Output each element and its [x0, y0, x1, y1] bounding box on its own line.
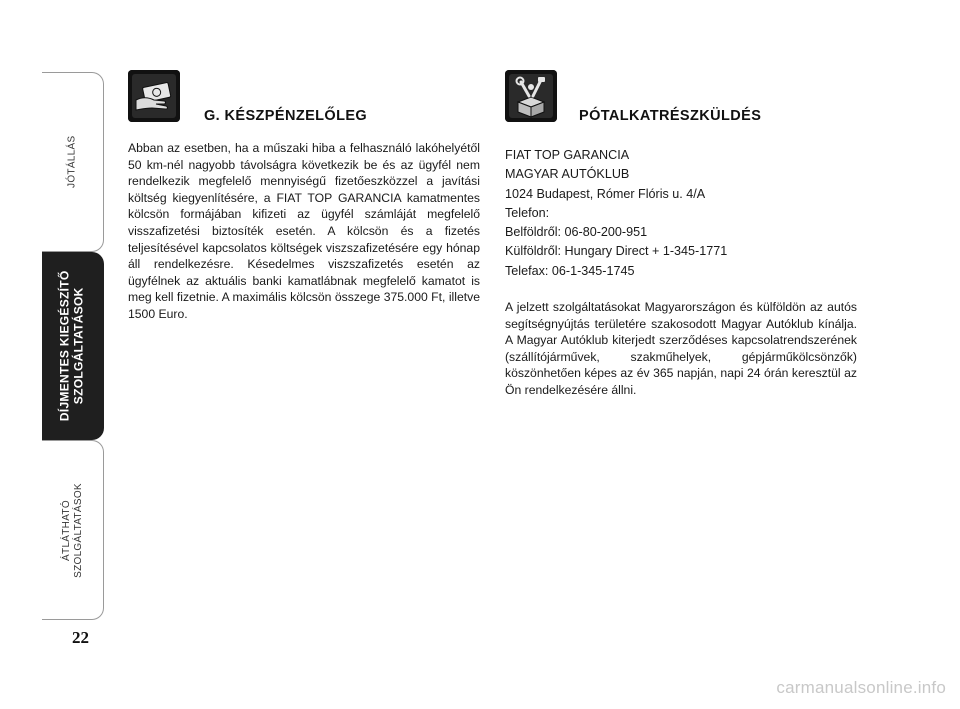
tab-dijmentes-label: DÍJMENTES KIEGÉSZÍTŐ SZOLGÁLTATÁSOK [57, 270, 86, 422]
contact-block [505, 146, 857, 281]
page-number: 22 [72, 628, 89, 647]
contact-address: 1024 Budapest, Rómer Flóris u. 4/A [505, 186, 706, 201]
contact-line: MAGYAR AUTÓKLUB [505, 167, 630, 182]
tab-atlathato-label: ÁTLÁTHATÓ SZOLGÁLTATÁSOK [61, 482, 84, 578]
watermark: carmanualsonline.info [776, 678, 946, 697]
section-paragraph: A jelzett szolgáltatásokat Magyarországon és külföldön az autós segítségnyújtás területére szakosodott Magyar Autóklub kínálja. A Magyar Autóklub kiterjedt szerződéses kapcsolatrendszerének (szállítójárművek, szakműhelyek, gépjárműkölcsönzők) köszönhetően képes az év 365 napján, napi 24 órán keresztül az Ön rendelkezésére állni. [505, 300, 857, 397]
contact-fax: Telefax: 06-1-345-1745 [505, 263, 635, 278]
tools-box-icon [505, 70, 557, 122]
section-paragraph: Abban az esetben, ha a műszaki hiba a felhasználó lakóhelyétől 50 km-nél nagyobb távolságra következik be és az ügyfél nem rendelkezik megfelelő mennyiségű fizetőeszközzel a javítási költség kiegyenlítésére, a FIAT TOP GARANCIA kamatmentes kölcsön formájában kifizeti az ügyfél számláját megfelelő visszafizetési biztosíték esetén. A kölcsön és a fizetés teljesítésével kapcsolatos költségek viszszafizetésére egy hónap áll rendelkezésre. Késedelmes viszszafizetés esetén az ügyfélnek az aktuális banki kamatlábnak megfelelő kamatot is meg kell fizetnie. A maximális kölcsön összege 375.000 Ft, illetve 1500 Euro. [128, 141, 480, 321]
contact-line: Telefon: [505, 205, 550, 220]
section-heading: PÓTALKATRÉSZKÜLDÉS [579, 108, 762, 124]
contact-phone-domestic: Belföldről: 06-80-200-951 [505, 225, 648, 240]
cash-hand-icon [128, 70, 180, 122]
tab-dijmentes-kiegeszito-szolgaltatasok[interactable] [42, 252, 104, 440]
tab-atlathato-szolgaltatasok[interactable] [42, 440, 104, 620]
contact-line: FIAT TOP GARANCIA [505, 148, 630, 162]
contact-phone-abroad: Külföldről: Hungary Direct + 1-345-1771 [505, 244, 728, 259]
section-tabs [42, 72, 104, 620]
section-heading: G. KÉSZPÉNZELŐLEG [204, 108, 368, 124]
tab-jotallas[interactable] [42, 72, 104, 252]
tab-jotallas-label: JÓTÁLLÁS [66, 135, 78, 189]
